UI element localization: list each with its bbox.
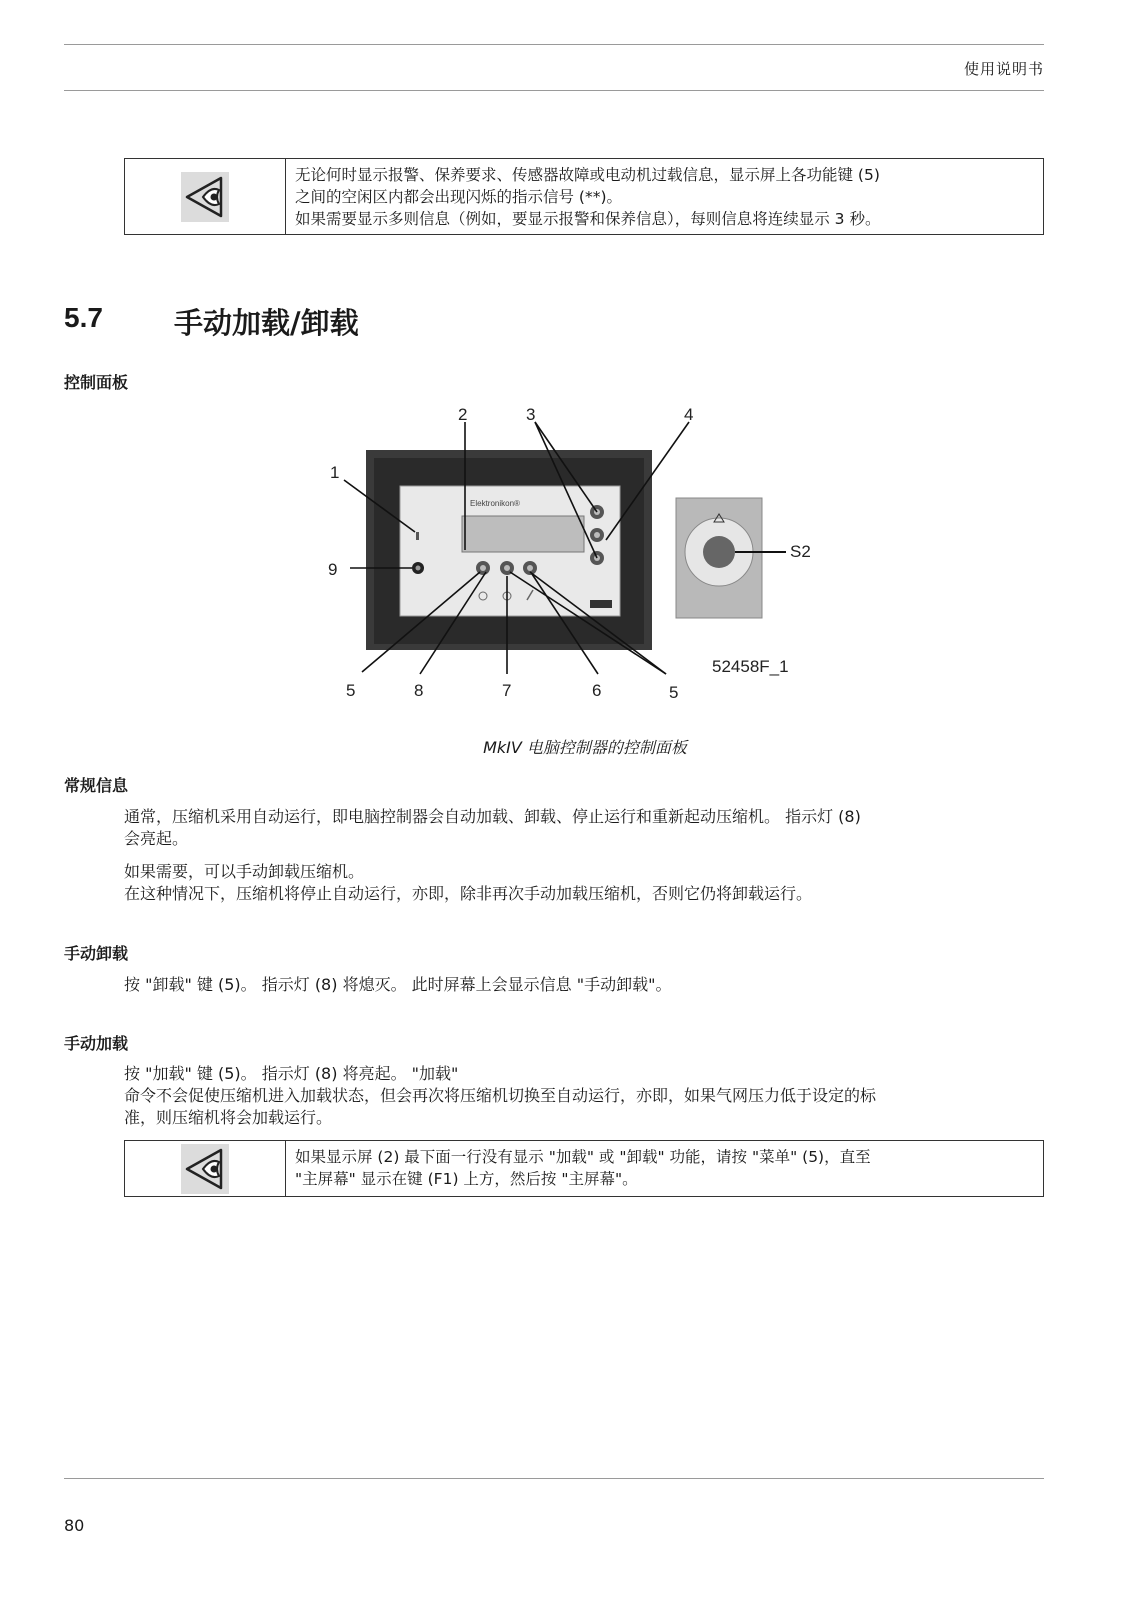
text-line: 按 "加载" 键 (5)。 指示灯 (8) 将亮起。 "加载" [124,1064,459,1083]
note-box-top [124,158,1044,235]
callout-1: 1 [330,463,340,482]
switch-label-S2: S2 [790,542,811,561]
top-rule [64,44,1044,45]
header-title: 使用说明书 [963,60,1044,78]
note-line: "主屏幕" 显示在键 (F1) 上方，然后按 "主屏幕"。 [295,1170,638,1188]
text-line: 如果需要，可以手动卸载压缩机。 [124,862,365,881]
brand-label: Elektronikon® [470,499,520,508]
text-line: 准，则压缩机将会加载运行。 [124,1108,333,1127]
callout-3: 3 [526,405,536,424]
callout-5-left: 5 [346,681,356,700]
manual-load-heading: 手动加载 [64,1034,129,1053]
text-line: 按 "卸载" 键 (5)。 指示灯 (8) 将熄灭。 此时屏幕上会显示信息 "手动卸载"。 [124,975,672,994]
note-box-bottom [124,1140,1044,1197]
general-info-p2 [124,861,1034,905]
note-line: 如果需要显示多则信息（例如，要显示报警和保养信息），每则信息将连续显示 3 秒。 [295,210,881,228]
text-line: 通常，压缩机采用自动运行，即电脑控制器会自动加载、卸载、停止运行和重新起动压缩机。 指示灯 (8) [124,807,861,826]
section-title: 手动加载/卸载 [174,306,359,340]
control-panel-heading: 控制面板 [64,373,129,392]
callout-2: 2 [458,405,468,424]
note-icon-cell [125,159,286,234]
text-line: 在这种情况下，压缩机将停止自动运行，亦即，除非再次手动加载压缩机，否则它仍将卸载运行。 [124,884,813,903]
callout-9: 9 [328,560,338,579]
note-text [286,1141,1043,1196]
eye-warning-icon [181,172,229,222]
header-rule [64,90,1044,91]
callout-5-right: 5 [669,683,679,702]
text-line: 命令不会促使压缩机进入加载状态，但会再次将压缩机切换至自动运行，亦即，如果气网压力低于设定的标 [124,1086,877,1105]
figure-caption: MkIV 电脑控制器的控制面板 [483,738,687,757]
general-info-p1 [124,806,1034,850]
page-number: 80 [64,1516,85,1535]
footer-rule [64,1478,1044,1479]
note-line: 如果显示屏 (2) 最下面一行没有显示 "加载" 或 "卸载" 功能，请按 "菜单" (5)，直至 [295,1148,871,1166]
note-text [286,159,1043,234]
callout-4: 4 [684,405,694,424]
manual-unload-text [124,974,1034,996]
note-icon-cell [125,1141,286,1196]
note-line: 无论何时显示报警、保养要求、传感器故障或电动机过载信息，显示屏上各功能键 (5) [295,166,880,184]
general-info-heading: 常规信息 [64,776,129,795]
eye-warning-icon [181,1144,229,1194]
callout-6: 6 [592,681,602,700]
section-number: 5.7 [64,302,103,333]
text-line: 会亮起。 [124,829,189,848]
figure-ref: 52458F_1 [712,657,789,676]
control-panel-figure [320,400,820,720]
manual-load-text [124,1063,1034,1129]
callout-7: 7 [502,681,512,700]
manual-unload-heading: 手动卸载 [64,944,129,963]
note-line: 之间的空闲区内都会出现闪烁的指示信号 (**)。 [295,188,623,206]
callout-8: 8 [414,681,424,700]
control-panel-illustration [320,400,820,720]
